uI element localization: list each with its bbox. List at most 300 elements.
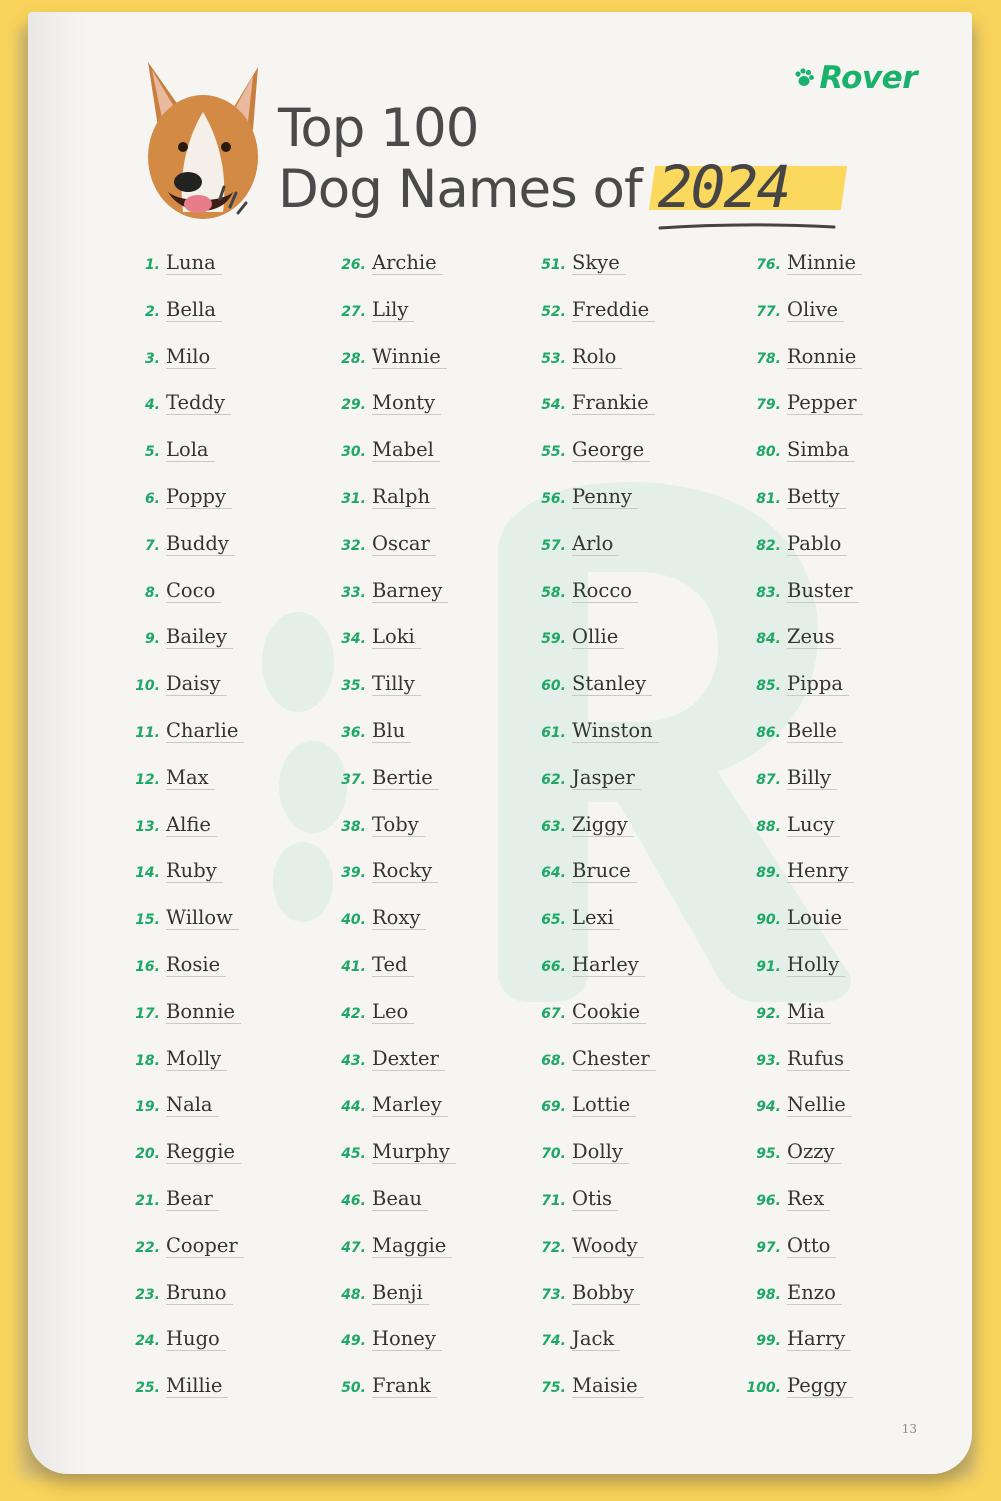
- list-item: [530, 580, 659, 627]
- list-item: [530, 1048, 659, 1095]
- rank-number: 61.: [541, 724, 566, 741]
- rank-number: 48.: [341, 1286, 366, 1303]
- dog-name: Freddie: [572, 299, 655, 322]
- dog-name: Stanley: [572, 673, 652, 696]
- rank-number: 17.: [135, 1005, 160, 1022]
- list-item: [745, 299, 863, 346]
- list-item: [745, 252, 863, 299]
- list-item: [530, 1375, 659, 1422]
- list-item: [330, 1282, 456, 1329]
- rank-number: 77.: [756, 303, 781, 320]
- dog-name: Pepper: [787, 392, 863, 415]
- list-item: [330, 252, 456, 299]
- year-highlight: [657, 153, 790, 221]
- list-item: [124, 907, 244, 954]
- list-item: [124, 860, 244, 907]
- dog-name: Ollie: [572, 626, 624, 649]
- rank-number: 67.: [541, 1005, 566, 1022]
- rank-number: 12.: [135, 771, 160, 788]
- rank-number: 39.: [341, 865, 366, 882]
- list-item: [745, 1328, 863, 1375]
- dog-name: Henry: [787, 860, 854, 883]
- dog-name: Nellie: [787, 1094, 852, 1117]
- dog-name: Simba: [787, 439, 855, 462]
- page-title: [278, 100, 789, 219]
- dog-name: Frank: [372, 1375, 437, 1398]
- rank-number: 23.: [135, 1286, 160, 1303]
- dog-name: Milo: [166, 346, 216, 369]
- list-item: [330, 814, 456, 861]
- dog-name: Charlie: [166, 720, 244, 743]
- rank-number: 69.: [541, 1099, 566, 1116]
- rank-number: 89.: [756, 865, 781, 882]
- dog-name: Honey: [372, 1328, 442, 1351]
- list-item: [530, 767, 659, 814]
- rank-number: 78.: [756, 350, 781, 367]
- rank-number: 53.: [541, 350, 566, 367]
- title-line-2: Dog Names of: [278, 159, 642, 220]
- dog-name: Lexi: [572, 907, 620, 930]
- list-item: [124, 626, 244, 673]
- rank-number: 55.: [541, 444, 566, 461]
- names-column-1: [124, 252, 244, 1422]
- rank-number: 71.: [541, 1192, 566, 1209]
- list-item: [530, 346, 659, 393]
- dog-name: Bruno: [166, 1282, 233, 1305]
- dog-name: Ozzy: [787, 1141, 841, 1164]
- rank-number: 25.: [135, 1380, 160, 1397]
- rank-number: 75.: [541, 1380, 566, 1397]
- rank-number: 65.: [541, 912, 566, 929]
- dog-name: Benji: [372, 1282, 429, 1305]
- names-column-3: [530, 252, 659, 1422]
- rank-number: 8.: [144, 584, 160, 601]
- dog-name: Peggy: [787, 1375, 853, 1398]
- dog-name: Maisie: [572, 1375, 644, 1398]
- list-item: [124, 1235, 244, 1282]
- list-item: [530, 954, 659, 1001]
- rank-number: 98.: [756, 1286, 781, 1303]
- list-item: [745, 1141, 863, 1188]
- rank-number: 74.: [541, 1333, 566, 1350]
- dog-name: Archie: [372, 252, 443, 275]
- dog-name: Marley: [372, 1094, 448, 1117]
- rank-number: 76.: [756, 257, 781, 273]
- dog-name: Blu: [372, 720, 411, 743]
- rank-number: 60.: [541, 678, 566, 695]
- dog-name: Roxy: [372, 907, 426, 930]
- rank-number: 11.: [135, 724, 160, 741]
- rank-number: 97.: [756, 1239, 781, 1256]
- list-item: [745, 580, 863, 627]
- list-item: [745, 1188, 863, 1235]
- list-item: [745, 533, 863, 580]
- rank-number: 6.: [144, 490, 160, 507]
- rank-number: 16.: [135, 958, 160, 975]
- list-item: [530, 814, 659, 861]
- list-item: [330, 580, 456, 627]
- dog-name: Penny: [572, 486, 638, 509]
- names-column-2: [330, 252, 456, 1422]
- dog-name: Chester: [572, 1048, 656, 1071]
- list-item: [530, 299, 659, 346]
- dog-name: Bonnie: [166, 1001, 241, 1024]
- list-item: [330, 907, 456, 954]
- list-item: [530, 252, 659, 299]
- rank-number: 92.: [756, 1005, 781, 1022]
- rank-number: 58.: [541, 584, 566, 601]
- list-item: [330, 1235, 456, 1282]
- rank-number: 10.: [135, 678, 160, 695]
- rank-number: 93.: [756, 1052, 781, 1069]
- dog-name: Otis: [572, 1188, 618, 1211]
- list-item: [745, 767, 863, 814]
- dog-name: Ralph: [372, 486, 436, 509]
- dog-name: Ziggy: [572, 814, 634, 837]
- dog-name: Bella: [166, 299, 222, 322]
- list-item: [124, 1375, 244, 1422]
- rank-number: 29.: [341, 397, 366, 414]
- list-item: [745, 1235, 863, 1282]
- rank-number: 21.: [135, 1192, 160, 1209]
- rank-number: 64.: [541, 865, 566, 882]
- dog-name: Loki: [372, 626, 421, 649]
- list-item: [330, 1048, 456, 1095]
- rank-number: 31.: [341, 490, 366, 507]
- rank-number: 30.: [341, 444, 366, 461]
- list-item: [530, 533, 659, 580]
- rank-number: 26.: [341, 257, 366, 273]
- dog-name: Lucy: [787, 814, 840, 837]
- list-item: [530, 439, 659, 486]
- list-item: [745, 860, 863, 907]
- dog-name: Belle: [787, 720, 843, 743]
- rank-number: 43.: [341, 1052, 366, 1069]
- list-item: [530, 392, 659, 439]
- rank-number: 84.: [756, 631, 781, 648]
- rank-number: 28.: [341, 350, 366, 367]
- dog-name: Rosie: [166, 954, 226, 977]
- dog-name: Betty: [787, 486, 846, 509]
- list-item: [530, 720, 659, 767]
- rank-number: 85.: [756, 678, 781, 695]
- dog-name: Poppy: [166, 486, 232, 509]
- rank-number: 5.: [144, 444, 160, 461]
- list-item: [530, 1328, 659, 1375]
- rank-number: 70.: [541, 1146, 566, 1163]
- rank-number: 51.: [541, 257, 566, 273]
- list-item: [330, 767, 456, 814]
- list-item: [530, 1235, 659, 1282]
- dog-name: Louie: [787, 907, 848, 930]
- dog-name: Alfie: [166, 814, 217, 837]
- rover-logo[interactable]: [793, 60, 917, 96]
- list-item: [530, 626, 659, 673]
- list-item: [124, 392, 244, 439]
- dog-name: Buddy: [166, 533, 235, 556]
- dog-name: Enzo: [787, 1282, 842, 1305]
- dog-name: Leo: [372, 1001, 414, 1024]
- list-item: [124, 486, 244, 533]
- rank-number: 91.: [756, 958, 781, 975]
- list-item: [124, 1328, 244, 1375]
- rank-number: 4.: [144, 397, 160, 414]
- rank-number: 42.: [341, 1005, 366, 1022]
- list-item: [330, 860, 456, 907]
- list-item: [330, 486, 456, 533]
- rank-number: 100.: [746, 1380, 781, 1397]
- dog-name: Reggie: [166, 1141, 241, 1164]
- list-item: [530, 907, 659, 954]
- list-item: [530, 1094, 659, 1141]
- dog-name: Toby: [372, 814, 425, 837]
- dog-name: Minnie: [787, 252, 862, 275]
- rank-number: 86.: [756, 724, 781, 741]
- list-item: [745, 673, 863, 720]
- rank-number: 68.: [541, 1052, 566, 1069]
- book-page: [28, 12, 972, 1474]
- dog-name: Arlo: [572, 533, 619, 556]
- rank-number: 80.: [756, 444, 781, 461]
- rank-number: 99.: [756, 1333, 781, 1350]
- rank-number: 13.: [135, 818, 160, 835]
- dog-name: Mia: [787, 1001, 831, 1024]
- list-item: [330, 346, 456, 393]
- rank-number: 2.: [144, 303, 160, 320]
- list-item: [745, 439, 863, 486]
- list-item: [124, 954, 244, 1001]
- list-item: [124, 1282, 244, 1329]
- dog-name: George: [572, 439, 650, 462]
- list-item: [745, 486, 863, 533]
- rank-number: 47.: [341, 1239, 366, 1256]
- dog-name: Billy: [787, 767, 837, 790]
- list-item: [330, 439, 456, 486]
- dog-name: Beau: [372, 1188, 428, 1211]
- list-item: [124, 814, 244, 861]
- list-item: [745, 1094, 863, 1141]
- dog-name: Ronnie: [787, 346, 862, 369]
- rank-number: 56.: [541, 490, 566, 507]
- dog-name: Winnie: [372, 346, 447, 369]
- dog-name: Jasper: [572, 767, 641, 790]
- list-item: [530, 860, 659, 907]
- dog-name: Teddy: [166, 392, 231, 415]
- dog-name: Nala: [166, 1094, 219, 1117]
- dog-name: Lottie: [572, 1094, 636, 1117]
- paw-icon: [793, 67, 815, 89]
- rank-number: 49.: [341, 1333, 366, 1350]
- rank-number: 59.: [541, 631, 566, 648]
- rank-number: 3.: [144, 350, 160, 367]
- dog-name: Max: [166, 767, 215, 790]
- list-item: [745, 626, 863, 673]
- rank-number: 38.: [341, 818, 366, 835]
- list-item: [330, 1375, 456, 1422]
- list-item: [745, 954, 863, 1001]
- dog-name: Holly: [787, 954, 845, 977]
- rank-number: 96.: [756, 1192, 781, 1209]
- names-column-4: [745, 252, 863, 1422]
- dog-name: Rocky: [372, 860, 438, 883]
- rank-number: 37.: [341, 771, 366, 788]
- dog-name: Bertie: [372, 767, 439, 790]
- dog-name: Winston: [572, 720, 659, 743]
- rank-number: 20.: [135, 1146, 160, 1163]
- page-number: 13: [901, 1422, 917, 1436]
- dog-name: Zeus: [787, 626, 841, 649]
- list-item: [745, 814, 863, 861]
- rank-number: 33.: [341, 584, 366, 601]
- list-item: [530, 486, 659, 533]
- dog-name: Oscar: [372, 533, 436, 556]
- dog-name: Woody: [572, 1235, 644, 1258]
- rank-number: 95.: [756, 1146, 781, 1163]
- list-item: [124, 1048, 244, 1095]
- list-item: [330, 533, 456, 580]
- list-item: [530, 1141, 659, 1188]
- list-item: [330, 626, 456, 673]
- list-item: [124, 767, 244, 814]
- list-item: [330, 1141, 456, 1188]
- title-year: 2024: [657, 153, 790, 221]
- list-item: [124, 533, 244, 580]
- list-item: [330, 1188, 456, 1235]
- rank-number: 24.: [135, 1333, 160, 1350]
- rank-number: 40.: [341, 912, 366, 929]
- dog-name: Bruce: [572, 860, 637, 883]
- dog-name: Rex: [787, 1188, 830, 1211]
- rank-number: 87.: [756, 771, 781, 788]
- dog-name: Molly: [166, 1048, 227, 1071]
- rank-number: 27.: [341, 303, 366, 320]
- rank-number: 57.: [541, 537, 566, 554]
- rank-number: 50.: [341, 1380, 366, 1397]
- dog-name: Skye: [572, 252, 626, 275]
- dog-name: Harley: [572, 954, 645, 977]
- dog-name: Tilly: [372, 673, 421, 696]
- dog-name: Mabel: [372, 439, 440, 462]
- list-item: [124, 439, 244, 486]
- list-item: [330, 299, 456, 346]
- list-item: [330, 1328, 456, 1375]
- dog-name: Rufus: [787, 1048, 850, 1071]
- rank-number: 22.: [135, 1239, 160, 1256]
- list-item: [745, 1001, 863, 1048]
- list-item: [530, 673, 659, 720]
- motion-lines-icon: [216, 177, 256, 227]
- rank-number: 72.: [541, 1239, 566, 1256]
- list-item: [330, 392, 456, 439]
- dog-name: Millie: [166, 1375, 228, 1398]
- list-item: [124, 673, 244, 720]
- dog-name: Coco: [166, 580, 221, 603]
- dog-name: Rolo: [572, 346, 622, 369]
- dog-name: Frankie: [572, 392, 655, 415]
- list-item: [124, 346, 244, 393]
- list-item: [745, 392, 863, 439]
- rank-number: 32.: [341, 537, 366, 554]
- rank-number: 82.: [756, 537, 781, 554]
- dog-name: Harry: [787, 1328, 851, 1351]
- list-item: [530, 1001, 659, 1048]
- list-item: [745, 720, 863, 767]
- rank-number: 1.: [144, 257, 160, 273]
- rank-number: 45.: [341, 1146, 366, 1163]
- list-item: [124, 1001, 244, 1048]
- list-item: [745, 1282, 863, 1329]
- dog-name: Buster: [787, 580, 859, 603]
- dog-name: Bobby: [572, 1282, 640, 1305]
- rank-number: 54.: [541, 397, 566, 414]
- rank-number: 52.: [541, 303, 566, 320]
- dog-name: Cooper: [166, 1235, 244, 1258]
- dog-name: Rocco: [572, 580, 638, 603]
- list-item: [124, 720, 244, 767]
- dog-name: Hugo: [166, 1328, 226, 1351]
- list-item: [330, 720, 456, 767]
- dog-name: Otto: [787, 1235, 836, 1258]
- rank-number: 41.: [341, 958, 366, 975]
- list-item: [124, 252, 244, 299]
- dog-name: Jack: [572, 1328, 620, 1351]
- rank-number: 46.: [341, 1192, 366, 1209]
- list-item: [745, 907, 863, 954]
- rank-number: 79.: [756, 397, 781, 414]
- dog-name: Barney: [372, 580, 448, 603]
- dog-name: Lily: [372, 299, 414, 322]
- dog-name: Luna: [166, 252, 222, 275]
- dog-name: Olive: [787, 299, 844, 322]
- list-item: [124, 299, 244, 346]
- dog-name: Willow: [166, 907, 239, 930]
- dog-name: Ted: [372, 954, 414, 977]
- list-item: [330, 1094, 456, 1141]
- dog-name: Dolly: [572, 1141, 629, 1164]
- rank-number: 81.: [756, 490, 781, 507]
- list-item: [124, 1094, 244, 1141]
- list-item: [745, 1048, 863, 1095]
- rank-number: 9.: [144, 631, 160, 648]
- rank-number: 18.: [135, 1052, 160, 1069]
- rank-number: 66.: [541, 958, 566, 975]
- list-item: [745, 346, 863, 393]
- list-item: [745, 1375, 863, 1422]
- dog-name: Pablo: [787, 533, 847, 556]
- rank-number: 94.: [756, 1099, 781, 1116]
- dog-name: Lola: [166, 439, 215, 462]
- rank-number: 62.: [541, 771, 566, 788]
- list-item: [330, 954, 456, 1001]
- list-item: [330, 673, 456, 720]
- dog-name: Ruby: [166, 860, 223, 883]
- dog-name: Daisy: [166, 673, 227, 696]
- rank-number: 36.: [341, 724, 366, 741]
- rank-number: 7.: [144, 537, 160, 554]
- list-item: [124, 580, 244, 627]
- rank-number: 88.: [756, 818, 781, 835]
- rank-number: 44.: [341, 1099, 366, 1116]
- rank-number: 19.: [135, 1099, 160, 1116]
- dog-name: Monty: [372, 392, 441, 415]
- list-item: [330, 1001, 456, 1048]
- rank-number: 15.: [135, 912, 160, 929]
- rank-number: 14.: [135, 865, 160, 882]
- dog-name: Bear: [166, 1188, 219, 1211]
- rank-number: 63.: [541, 818, 566, 835]
- title-line-1: Top 100: [278, 98, 479, 159]
- dog-name: Bailey: [166, 626, 233, 649]
